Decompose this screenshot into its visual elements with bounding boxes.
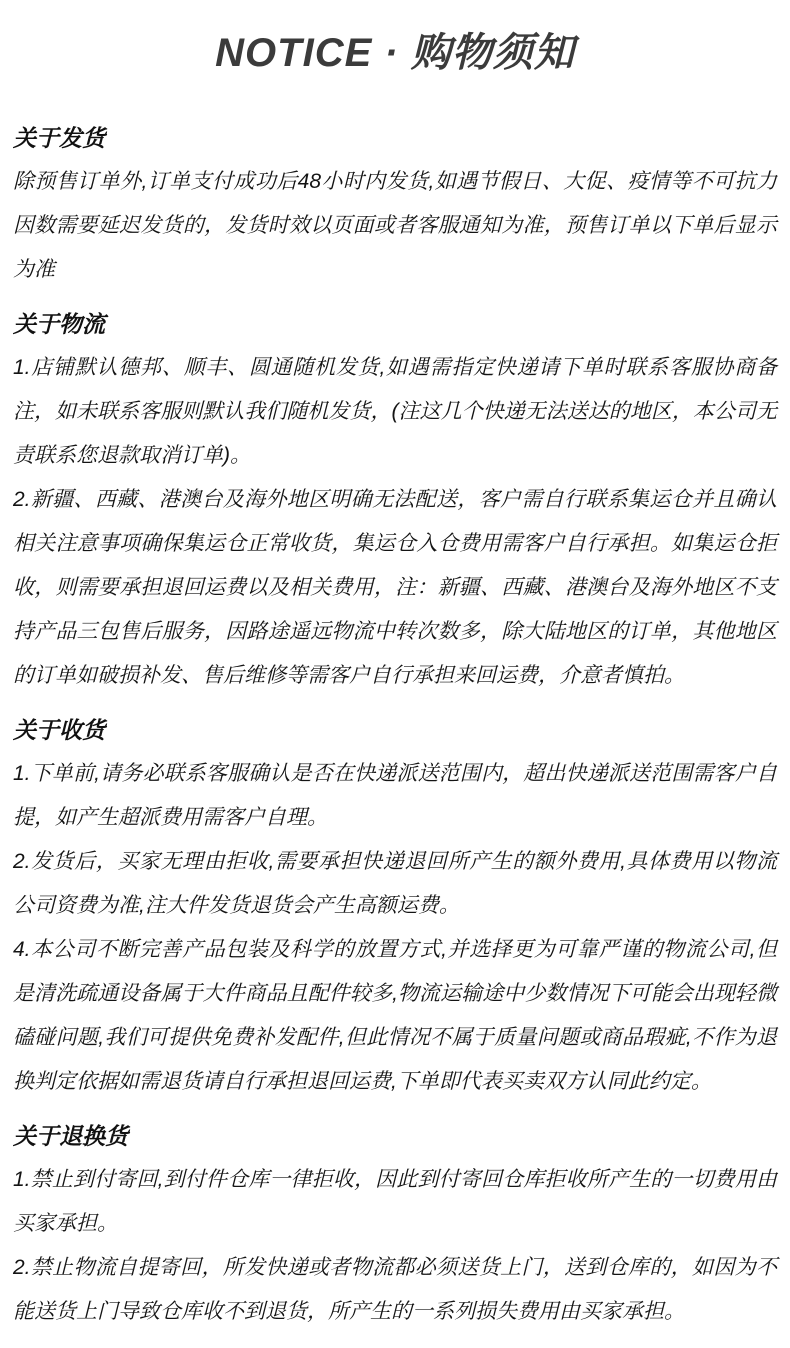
paragraph-returns-2: 2.禁止物流自提寄回，所发快递或者物流都必须送货上门，送到仓库的，如因为不能送货上门导致仓库收不到退货，所产生的一系列损失费用由买家承担。 xyxy=(13,1256,777,1323)
paragraph-logistics-2: 2.新疆、西藏、港澳台及海外地区明确无法配送，客户需自行联系集运仓并且确认相关注意事项确保集运仓正常收货，集运仓入仓费用需客户自行承担。如集运仓拒收，则需要承担退回运费以及相关费用，注：新疆、西藏、港澳台及海外地区不支持产品三包售后服务，因路途遥远物流中转次数多，除大陆地区的订单，其他地区的订单如破损补发、售后维修等需客户自行承担来回运费，介意者慎拍。 xyxy=(13,488,777,687)
paragraph-receiving-1: 1.下单前,请务必联系客服确认是否在快递派送范围内，超出快递派送范围需客户自提，如产生超派费用需客户自理。 xyxy=(13,762,777,829)
section-heading-shipping: 关于发货 xyxy=(13,125,105,151)
section-shipping xyxy=(13,116,777,292)
paragraph-receiving-2: 2.发货后，买家无理由拒收,需要承担快递退回所产生的额外费用,具体费用以物流公司资费为准,注大件发货退货会产生高额运费。 xyxy=(13,850,777,917)
notice-document xyxy=(0,28,790,1334)
page-title: NOTICE · 购物须知 xyxy=(215,31,575,75)
paragraph-logistics-1: 1.店铺默认德邦、顺丰、圆通随机发货,如遇需指定快递请下单时联系客服协商备注，如未联系客服则默认我们随机发货，(注这几个快递无法送达的地区，本公司无责联系您退款取消订单)。 xyxy=(13,356,777,467)
paragraph-receiving-3: 4.本公司不断完善产品包装及科学的放置方式,并选择更为可靠严谨的物流公司,但是清洗疏通设备属于大件商品且配件较多,物流运输途中少数情况下可能会出现轻微磕碰问题,我们可提供免费补发配件,但此情况不属于质量问题或商品瑕疵,不作为退换判定依据如需退货请自行承担退回运费,下单即代表买卖双方认同此约定。 xyxy=(13,938,777,1093)
section-heading-receiving: 关于收货 xyxy=(13,717,105,743)
section-heading-returns: 关于退换货 xyxy=(13,1123,128,1149)
section-receiving xyxy=(13,708,777,1104)
section-returns xyxy=(13,1114,777,1334)
section-logistics xyxy=(13,302,777,698)
section-heading-logistics: 关于物流 xyxy=(13,311,105,337)
paragraph-shipping-1: 除预售订单外,订单支付成功后48小时内发货,如遇节假日、大促、疫情等不可抗力因数需要延迟发货的，发货时效以页面或者客服通知为准，预售订单以下单后显示为准 xyxy=(13,170,777,281)
paragraph-returns-1: 1.禁止到付寄回,到付件仓库一律拒收，因此到付寄回仓库拒收所产生的一切费用由买家承担。 xyxy=(13,1168,777,1235)
